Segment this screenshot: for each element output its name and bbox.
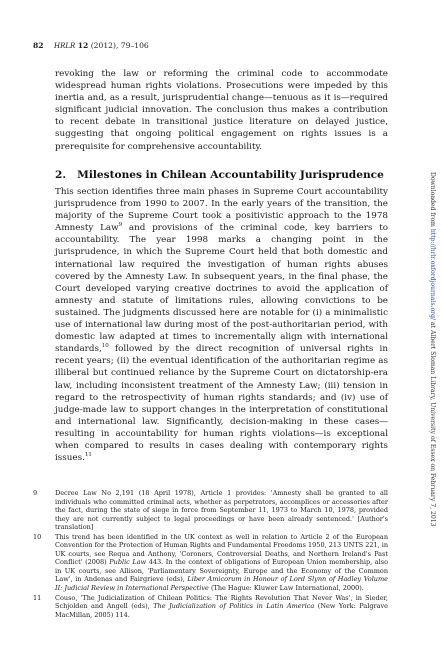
footnote-text [55,594,388,620]
footnote-11 [33,594,388,620]
section-heading [55,168,388,182]
footnote-ref-11[interactable]: 11 [84,452,92,459]
footnote-10 [33,533,388,593]
footnotes [33,489,388,620]
watermark-suffix: at Albert Sloman Library, University of Essex on February 7, 2013 [429,320,436,527]
footnote-text-part: This trend has been identified in the UK context as well in relation to Article 2 of the European Convention for the Protection of Human Rights and Fundamental Freedoms 1950, 213 UNTS 221, in UK courts, see Requa and Anthony, 'Coroners, Controversial Deaths, and Northern Ireland's Past Conflict' (2008) [55,532,389,567]
footnote-text-part: (The Hague: Kluwer Law International, 2000). [208,584,364,593]
footnote-italic-title: Liber Amicorum in Honour of Lord Slynn of Hadley Volume II: Judicial Review in International Perspective [55,575,388,593]
footnote-italic-title: The Judicialization of Politics in Latin America [153,602,315,611]
body-segment-2: and provisions of the criminal code, key barriers to accountability. The year 1998 marks a changing point in the jurisprudence, in which the Supreme Court held that both domestic and international law required the investigation of human rights abuses covered by the Amnesty Law. In subsequent years, in the final phase, the Court developed varying creative doctrines to avoid the application of amnesty and statute of limitations rules, allowing convictions to be sustained. The judgments discussed here are notable for (i) a minimalistic use of international law during most of the post-authoritarian period, with domestic law adapted at times to incrementally align with international standards, [55,223,388,355]
citation-rest: (2012), 79–106 [90,41,149,50]
footnote-9 [33,489,388,532]
body-paragraph [55,186,388,464]
footnote-text: Decree Law No 2,191 (18 April 1978), Article 1 provides: 'Amnesty shall be granted to all individuals who committed criminal acts, whether as perpetrators, accomplices or accessories after the fact, during the state of siege in force from September 11, 1973 to March 10, 1978, provided they are not currently subject to legal proceedings or have been already sentenced.' [Author's translation] [55,489,388,532]
watermark-prefix: Downloaded from [429,172,436,229]
footnote-italic-title: Public Law [109,558,147,567]
page-number: 82 [33,41,44,50]
footnote-number: 9 [33,489,38,497]
footnote-text [55,533,388,593]
section-number: 2. [55,169,67,181]
body-segment-3: followed by the direct recognition of universal rights in recent years; (ii) the eventual identification of the authoritarian regime as illiberal but continued reliance by the Supreme Court on dictatorship-era law, including inconsistent treatment of the Amnesty Law; (iii) tension in regard to the retrospectivity of human rights standards; and (iv) use of judge-made law to support changes in the interpretation of constitutional and international law. Significantly, decision-making in these cases—resulting in accountability for human rights violations—is exceptional when compared to results in cases dealing with contemporary rights issues. [55,344,388,464]
intro-paragraph: revoking the law or reforming the criminal code to accommodate widespread human rights violations. Prosecutions were impeded by this inertia and, as a result, jurisprudential change—tenuous as it is—required significant judicial innovation. The conclusion thus makes a contribution to recent debate in transitional justice literature on delayed justice, suggesting that ongoing political engagement on rights issues is a prerequisite for comprehensive accountability. [55,69,388,152]
journal-link[interactable]: http://hrlr.oxfordjournals.org/ [429,228,436,321]
footnote-ref-9[interactable]: 9 [118,222,123,229]
body-segment-1: This section identifies three main phases in Supreme Court accountability jurisprudence from 1990 to 2007. In the early years of the transition, the majority of the Supreme Court took a positivistic approach to the 1978 Amnesty Law [55,187,388,234]
footnote-number: 10 [33,532,42,541]
running-header [33,41,403,51]
download-watermark [428,172,436,526]
footnote-text-part: (New York: Palgrave MacMillan, 2005) 114. [55,602,388,619]
volume-number: 12 [77,41,89,50]
section-title: Milestones in Chilean Accountability Jurisprudence [77,169,384,181]
footnote-text-part: Couso, 'The Judicialization of Chilean Politics: The Rights Revolution That Never Was', in Sieder, Schjolden and Angell (eds), [55,593,388,611]
footnote-text-part: 443. In the context of obligations of European Union membership, also in UK courts, see Allison, 'Parliamentary Sovereignty, Europe and the Economy of the Common Law', in Andenas and Fairgrieve (eds), [55,558,389,584]
footnote-ref-10[interactable]: 10 [101,343,109,350]
journal-abbreviation: HRLR [54,42,76,50]
footnote-number: 11 [33,593,42,602]
